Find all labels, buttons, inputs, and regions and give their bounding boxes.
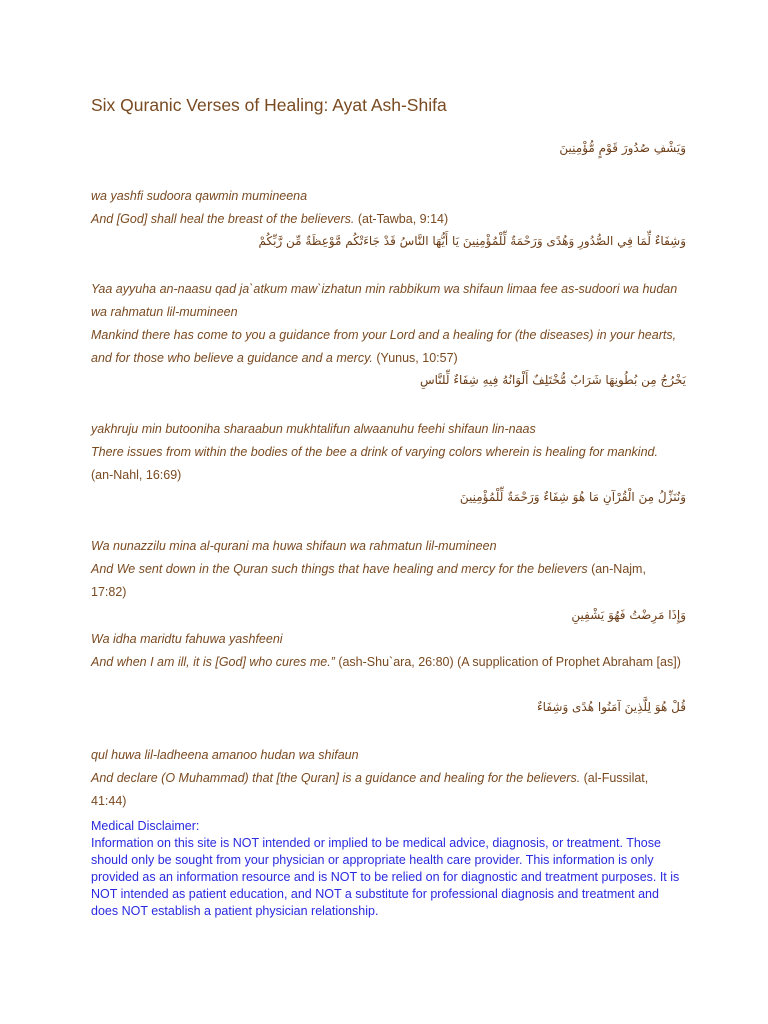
disclaimer-heading: Medical Disclaimer:: [91, 819, 200, 833]
verse-block-6: [91, 744, 681, 813]
translation-4: And We sent down in the Quran such things that have healing and mercy for the believers: [91, 562, 588, 576]
transliteration-6: qul huwa lil-ladheena amanoo hudan wa shifaun: [91, 748, 359, 762]
translation-2: Mankind there has come to you a guidance from your Lord and a healing for (the diseases) in your hearts, and for those who believe a guidance and a mercy.: [91, 328, 677, 365]
reference-6: (al-Fussilat, 41:44): [91, 771, 649, 808]
transliteration-3: yakhruju min butooniha sharaabun mukhtalifun alwaanuhu feehi shifaun lin-naas: [91, 422, 536, 436]
arabic-verse-4: وَنُنَزِّلُ مِنَ الْقُرْآنِ مَا هُوَ شِفَاءٌ وَرَحْمَةٌ لِّلْمُؤْمِنِينَ: [459, 490, 686, 504]
transliteration-1: wa yashfi sudoora qawmin mumineena: [91, 189, 308, 203]
arabic-verse-3: يَخْرُجُ مِن بُطُونِهَا شَرَابٌ مُّخْتَلِفٌ أَلْوَانُهُ فِيهِ شِفَاءٌ لِّلنَّاسِ: [419, 373, 686, 387]
page-title: Six Quranic Verses of Healing: Ayat Ash-Shifa: [91, 95, 447, 115]
transliteration-2: Yaa ayyuha an-naasu qad ja`atkum maw`izhatun min rabbikum wa shifaun limaa fee as-sudoori wa hudan wa rahmatun lil-mumineen: [91, 282, 678, 319]
verse-block-2: [91, 278, 681, 370]
verse-block-5: [91, 628, 681, 674]
translation-6: And declare (O Muhammad) that [the Quran] is a guidance and healing for the believers.: [91, 771, 581, 785]
translation-3: There issues from within the bodies of the bee a drink of varying colors wherein is healing for mankind.: [91, 445, 658, 459]
arabic-verse-2: وَشِفَاءٌ لِّمَا فِي الصُّدُورِ وَهُدًى وَرَحْمَةٌ لِّلْمُؤْمِنِينَ يَا أَيُّهَا النَّاسُ قَدْ جَاءَتْكُم مَّوْعِظَةٌ مِّن رَّبِّكُمْ: [258, 234, 686, 248]
disclaimer-body: Information on this site is NOT intended or implied to be medical advice, diagnosis, or treatment. Those should only be sought from your physician or appropriate health care provider. This information is only provided as an information resource and is NOT to be relied on for diagnostic and treatment purposes. It is NOT intended as patient education, and NOT a substitute for professional diagnosis and treatment and does NOT establish a patient physician relationship.: [91, 836, 680, 918]
translation-5: And when I am ill, it is [God] who cures me.”: [91, 655, 335, 669]
arabic-verse-6: قُلْ هُوَ لِلَّذِينَ آمَنُوا هُدًى وَشِفَاءٌ: [537, 700, 686, 714]
arabic-verse-5: وَإِذَا مَرِضْتُ فَهُوَ يَشْفِينِ: [571, 608, 686, 622]
reference-5: (ash-Shu`ara, 26:80) (A supplication of Prophet Abraham [as]): [334, 655, 681, 669]
reference-2: (Yunus, 10:57): [372, 351, 458, 365]
verse-block-3: [91, 418, 681, 487]
medical-disclaimer: [91, 818, 681, 920]
verse-block-4: [91, 535, 681, 604]
reference-1: (at-Tawba, 9:14): [354, 212, 449, 226]
reference-3: (an-Nahl, 16:69): [91, 468, 182, 482]
translation-1: And [God] shall heal the breast of the believers.: [91, 212, 355, 226]
arabic-verse-1: وَيَشْفِ صُدُورَ قَوْمٍ مُّؤْمِنِينَ: [559, 141, 686, 155]
reference-4: (an-Najm, 17:82): [91, 562, 646, 599]
transliteration-5: Wa idha maridtu fahuwa yashfeeni: [91, 632, 283, 646]
verse-block-1: [91, 185, 681, 231]
transliteration-4: Wa nunazzilu mina al-qurani ma huwa shifaun wa rahmatun lil-mumineen: [91, 539, 497, 553]
